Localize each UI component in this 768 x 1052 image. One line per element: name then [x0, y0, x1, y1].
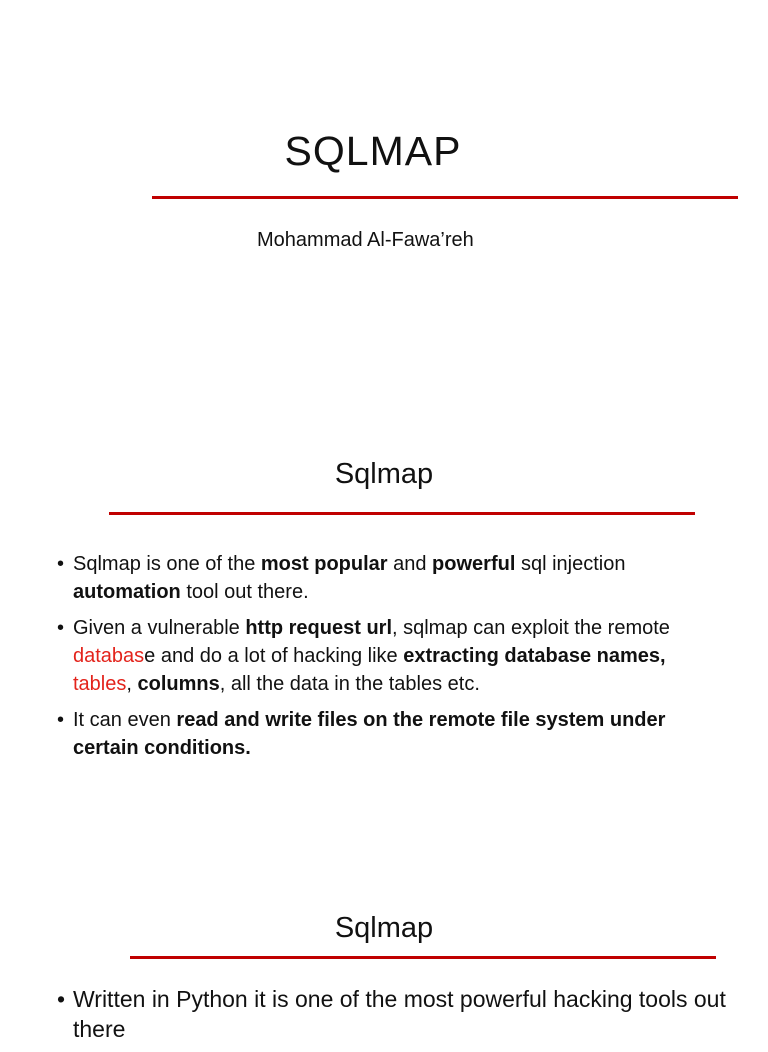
bullet-text-segment: , sqlmap can exploit the remote: [392, 617, 670, 639]
bullet-text-segment: Sqlmap is one of the: [73, 553, 261, 575]
bullet-text-segment: tool out there.: [180, 581, 309, 603]
bullet-text-segment: columns: [137, 673, 220, 695]
bullet-item: [57, 984, 737, 1044]
bullet-dot-icon: •: [57, 553, 65, 575]
bullet-item: [57, 614, 707, 698]
bullet-text-segment: e and do a lot of hacking like: [144, 645, 404, 667]
bullet-list: [57, 984, 737, 1052]
title-slide: [0, 0, 768, 360]
bullet-text-segment: ,: [126, 673, 138, 695]
bullet-list: [57, 550, 707, 770]
slide-title: Sqlmap: [334, 458, 434, 490]
content-slide-python: [0, 830, 768, 1042]
bullet-text-segment: databas: [73, 645, 145, 667]
bullet-text-segment: and: [387, 553, 433, 575]
bullet-text-segment: extracting database names,: [403, 645, 666, 667]
bullet-text-segment: read and write files on the remote file system under certain conditions.: [73, 709, 666, 759]
bullet-text-segment: Written in Python it is one of the most powerful hacking tools out there: [73, 986, 726, 1042]
bullet-text-segment: sql injection: [515, 553, 626, 575]
bullet-dot-icon: •: [57, 709, 65, 731]
slide-title: Sqlmap: [334, 912, 434, 944]
bullet-text-segment: automation: [73, 581, 181, 603]
bullet-item: [57, 550, 707, 606]
bullet-text-segment: , all the data in the tables etc.: [219, 673, 480, 695]
bullet-text-segment: Given a vulnerable: [73, 617, 246, 639]
bullet-text-segment: http request url: [245, 617, 392, 639]
bullet-item: [57, 706, 707, 762]
bullet-dot-icon: •: [57, 986, 66, 1012]
title-underline: [130, 956, 716, 959]
title-underline: [109, 512, 695, 515]
bullet-dot-icon: •: [57, 617, 65, 639]
bullet-text-segment: tables: [73, 673, 127, 695]
content-slide-overview: [0, 360, 768, 830]
slide-title: SQLMAP: [284, 128, 462, 174]
bullet-text-segment: powerful: [432, 553, 516, 575]
title-underline: [152, 196, 738, 199]
author-name: Mohammad Al-Fawa’reh: [257, 229, 474, 251]
bullet-text-segment: most popular: [260, 553, 388, 575]
bullet-text-segment: It can even: [73, 709, 177, 731]
